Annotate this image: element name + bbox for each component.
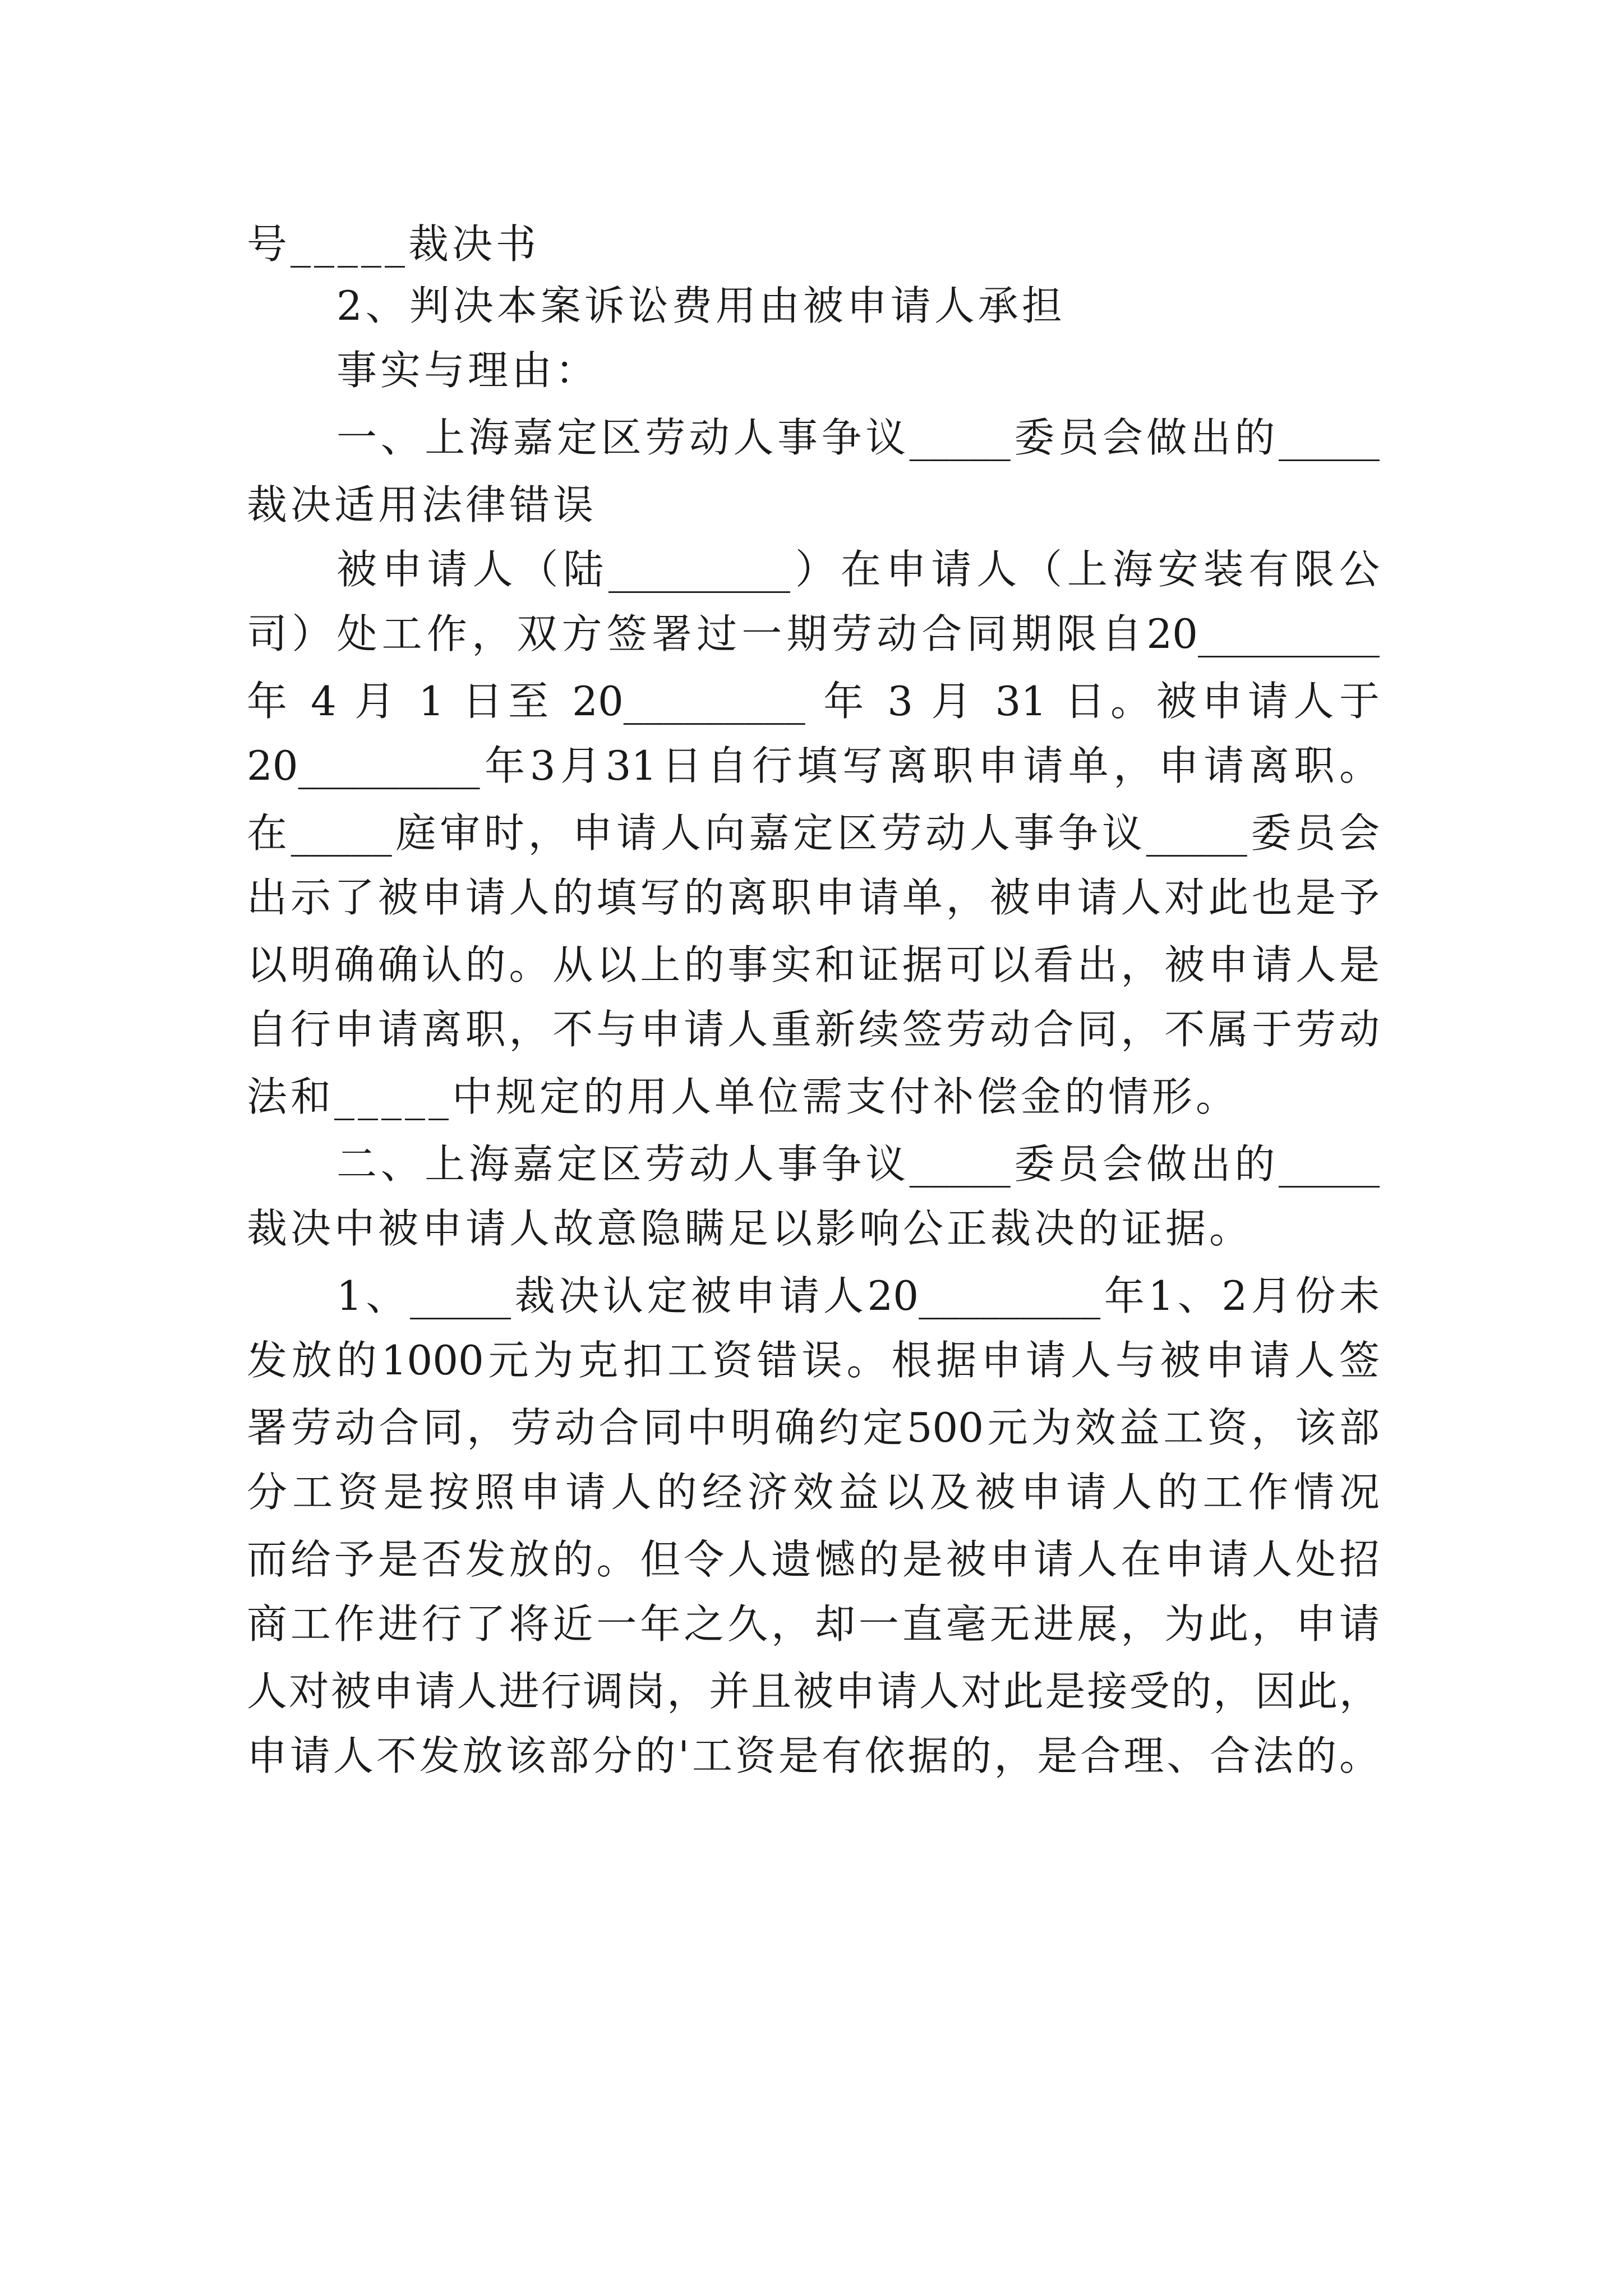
text-line: 商工作进行了将近一年之久，却一直毫无进展，为此，申请 (247, 1600, 1380, 1648)
text-line: 20_________年3月31日自行填写离职申请单，申请离职。 (247, 742, 1380, 789)
text-line: 法和_____中规定的用人单位需支付补偿金的情形。 (247, 1073, 1240, 1120)
text-line: 人对被申请人进行调岗，并且被申请人对此是接受的，因此， (247, 1668, 1380, 1715)
text-line: 自行申请离职，不与申请人重新续签劳动合同，不属于劳动 (247, 1006, 1380, 1053)
text-line: 年 4 月 1 日至 20_________ 年 3 月 31 日。被申请人于 (247, 678, 1380, 725)
text-line: 裁决中被申请人故意隐瞒足以影响公正裁决的证据。 (247, 1205, 1253, 1252)
text-line: 出示了被申请人的填写的离职申请单，被申请人对此也是予 (247, 874, 1380, 921)
text-line: 2、判决本案诉讼费用由被申请人承担 (336, 282, 1066, 329)
text-line: 被申请人（陆_________）在申请人（上海安装有限公 (336, 546, 1380, 593)
text-line: 裁决适用法律错误 (247, 481, 597, 528)
text-line: 事实与理由： (336, 347, 600, 394)
text-line: 分工资是按照申请人的经济效益以及被申请人的工作情况 (247, 1469, 1380, 1516)
text-line: 在_____庭审时，申请人向嘉定区劳动人事争议_____委员会 (247, 809, 1380, 857)
text-line: 以明确确认的。从以上的事实和证据可以看出，被申请人是 (247, 941, 1380, 988)
text-line: 一、上海嘉定区劳动人事争议_____委员会做出的_____ (336, 414, 1380, 461)
text-line: 申请人不发放该部分的'工资是有依据的，是合理、合法的。 (247, 1732, 1380, 1779)
text-line: 署劳动合同，劳动合同中明确约定500元为效益工资，该部 (247, 1404, 1380, 1451)
text-line: 号_____裁决书 (247, 220, 540, 268)
text-line: 1、_____裁决认定被申请人20_________年1、2月份未 (336, 1272, 1380, 1319)
text-line: 发放的1000元为克扣工资错误。根据申请人与被申请人签 (247, 1337, 1380, 1384)
text-line: 二、上海嘉定区劳动人事争议_____委员会做出的_____ (336, 1140, 1380, 1188)
text-line: 司）处工作，双方签署过一期劳动合同期限自20_________ (247, 610, 1380, 657)
text-line: 而给予是否发放的。但令人遗憾的是被申请人在申请人处招 (247, 1536, 1380, 1583)
